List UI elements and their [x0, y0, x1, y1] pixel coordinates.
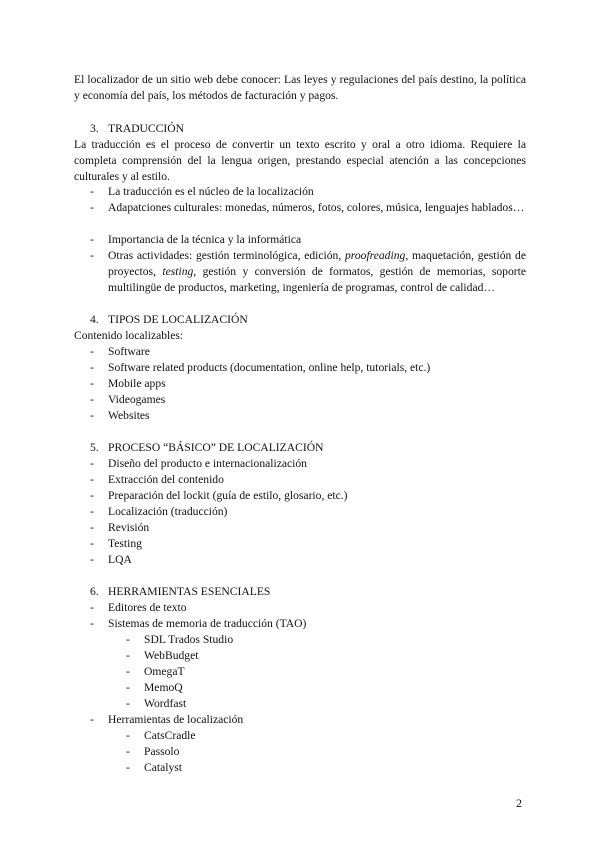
list-item: - Extracción del contenido [90, 473, 224, 486]
list-item: - Adapatciones culturales: monedas, números, fotos, colores, música, lenguajes hablados… [90, 201, 525, 214]
intro-paragraph: El localizador de un sitio web debe conocer: Las leyes y regulaciones del país destino, la política y economía del país, los métodos de facturación y pagos. [74, 73, 526, 102]
section-3-paragraph: La traducción es el proceso de convertir un texto escrito y oral a otro idioma. Requiere la completa comprensión del la lengua origen, prestando especial atención a las concepciones culturales y al estilo. [74, 138, 526, 183]
list-item: - Localización (traducción) [90, 505, 228, 518]
list-item: - Software related products (documentation, online help, tutorials, etc.) [90, 361, 431, 374]
list-item: - Software [90, 345, 150, 358]
list-item: - Mobile apps [90, 377, 166, 390]
list-item: - Diseño del producto e internacionalización [90, 457, 307, 470]
list-item: - Videogames [90, 393, 166, 406]
list-item: - Websites [90, 409, 150, 422]
section-5-heading: 5. PROCESO “BÁSICO” DE LOCALIZACIÓN [90, 441, 324, 454]
list-item: - Testing [90, 537, 142, 550]
list-item: - Revisión [90, 521, 150, 534]
section-3-heading: 3. TRADUCCIÓN [90, 122, 185, 135]
section-6-heading: 6. HERRAMIENTAS ESENCIALES [90, 585, 271, 598]
sub-list-item: - WebBudget [126, 649, 199, 662]
list-item: - Preparación del lockit (guía de estilo, glosario, etc.) [90, 489, 348, 502]
list-item: - LQA [90, 553, 132, 566]
sub-list-item: - CatsCradle [126, 729, 196, 742]
sub-list-item: - Passolo [126, 745, 180, 758]
list-item: - Otras actividades: gestión terminológica, edición, proofreading, maquetación, gestión de proyectos, testing, gestión y conversión de formatos, gestión de memorias, soporte multilingüe de productos, marketing, ingeniería de programas, control de calidad… [90, 249, 526, 294]
sub-list-item: - Wordfast [126, 697, 187, 710]
list-item: - Editores de texto [90, 601, 187, 614]
other-activities-text: Otras actividades: gestión terminológica, edición, proofreading, maquetación, gestión de proyectos, testing, gestión y conversión de formatos, gestión de memorias, soporte multilingüe de productos, marketing, ingeniería de programas, control de calidad… [108, 249, 526, 294]
sub-list-item: - SDL Trados Studio [126, 633, 234, 646]
sub-list-item: - Catalyst [126, 761, 182, 774]
sub-list-item: - MemoQ [126, 681, 183, 694]
list-item: - Sistemas de memoria de traducción (TAO) [90, 617, 307, 630]
section-4-intro: Contenido localizables: [74, 329, 184, 342]
page-number: 2 [516, 796, 522, 810]
list-item: - Importancia de la técnica y la informática [90, 233, 302, 246]
sub-list-item: - OmegaT [126, 665, 185, 678]
list-item: - La traducción es el núcleo de la localización [90, 185, 314, 198]
section-4-heading: 4. TIPOS DE LOCALIZACIÓN [90, 313, 248, 326]
list-item: - Herramientas de localización [90, 713, 244, 726]
